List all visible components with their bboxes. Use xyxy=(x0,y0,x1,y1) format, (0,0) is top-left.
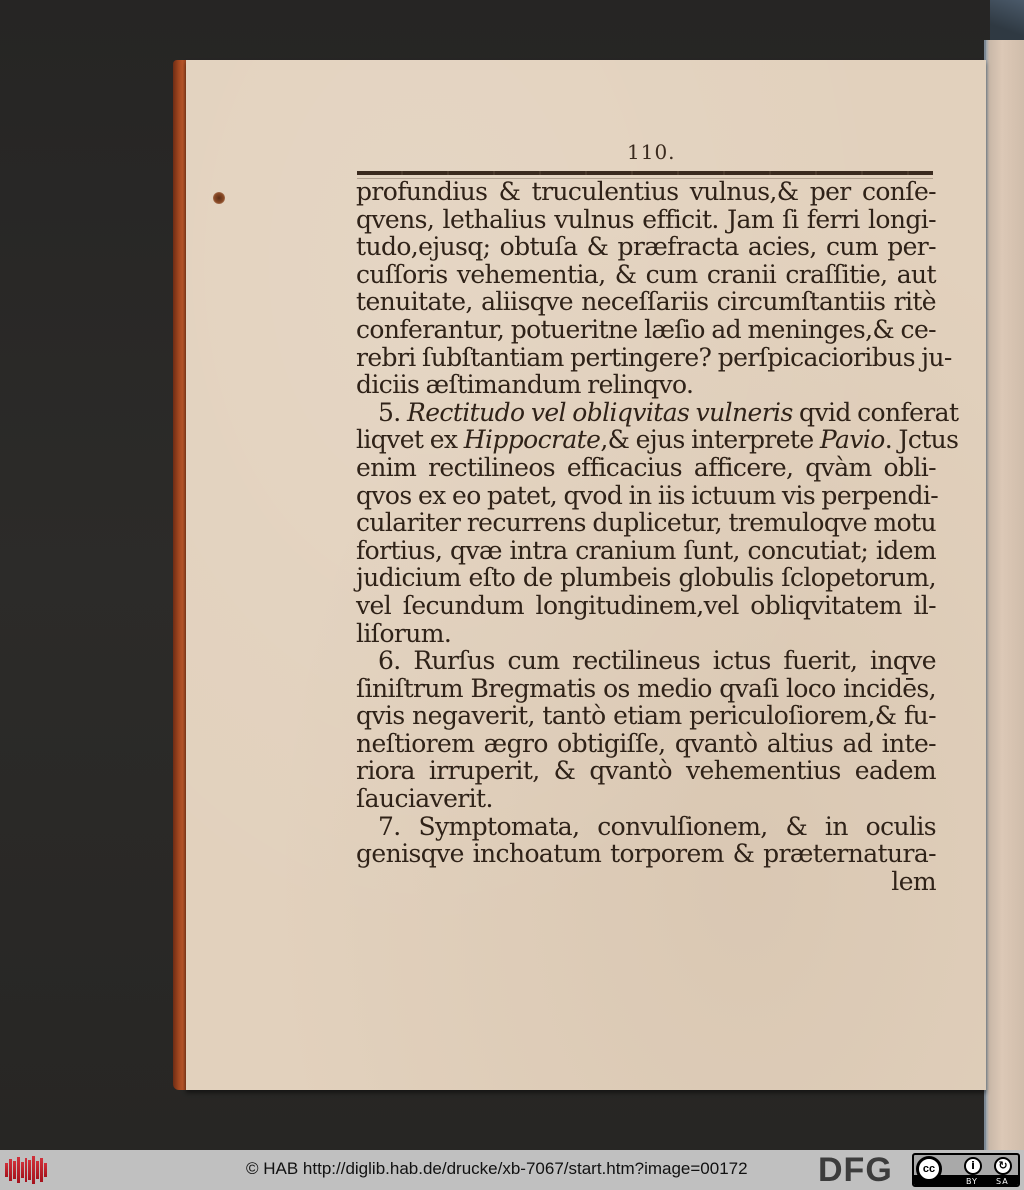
text-line: qvos ex eo patet, qvod in iis ictuum vis perpendi- xyxy=(356,480,939,510)
text-line: qvis negaverit, tantò etiam periculoſiorem,& fu- xyxy=(356,701,936,731)
footer-bar xyxy=(0,1150,1024,1190)
text-line: profundius & truculentius vulnus,& per conſe- xyxy=(356,177,936,206)
section-number: 5. xyxy=(378,397,401,427)
text-line: vel ſecundum longitudinem,vel obliqvitatem il- xyxy=(356,590,936,620)
text-line: tenuitate, aliisqve neceſſariis circumſtantiis ritè xyxy=(356,287,936,317)
paper-stain xyxy=(213,192,225,204)
section-heading-italic: Rectitudo vel obliqvitas vulneris xyxy=(407,397,793,427)
catchword: lem xyxy=(891,866,936,896)
text-line: liſorum. xyxy=(356,618,452,648)
hab-logo-icon[interactable] xyxy=(5,1156,47,1184)
text-segment: liqvet ex xyxy=(356,425,464,455)
page-number: 110. xyxy=(627,140,676,164)
section-heading-rest: qvid conferat xyxy=(792,397,959,427)
text-line: judicium eſto de plumbeis globulis ſclopetorum, xyxy=(356,563,936,593)
text-line: fortius, qvæ intra cranium ſunt, concutiat; idem xyxy=(356,535,936,565)
text-line: genisqve inchoatum torporem & præternatura- xyxy=(356,839,936,869)
text-line: tudo,ejusq; obtuſa & præfracta acies, cum per- xyxy=(356,232,936,262)
text-segment: ,& ejus interprete xyxy=(600,425,820,455)
cc-license-badge[interactable] xyxy=(912,1153,1020,1187)
text-line xyxy=(356,425,959,455)
header-rule xyxy=(357,171,933,175)
name-pavius: Pavio xyxy=(819,425,885,455)
text-line: ſauciaverit. xyxy=(356,784,493,814)
facing-page-edge xyxy=(984,40,1024,1150)
name-hippocrates: Hippocrate xyxy=(463,425,601,455)
text-line: cuſſoris vehementia, & cum cranii craſſitie, aut xyxy=(356,259,936,289)
text-line: enim rectilineos efficacius afficere, qvàm obli- xyxy=(356,452,936,482)
text-line: qvens, lethalius vulnus efficit. Jam ſi ferri longi- xyxy=(356,204,936,234)
facing-page-corner xyxy=(990,0,1024,40)
section-7-first-line: 7. Symptomata, convulſionem, & in oculis xyxy=(378,811,936,841)
section-5-heading-line xyxy=(356,397,959,427)
share-alike-icon: ↻ xyxy=(994,1157,1012,1175)
text-line: riora irruperit, & qvantò vehementius eadem xyxy=(356,756,936,786)
text-line: neſtiorem ægro obtigiſſe, qvantò altius ad inte- xyxy=(356,728,936,758)
section-6-first-line: 6. Rurſus cum rectilineus ictus fuerit, inqve xyxy=(378,646,936,676)
cc-icon: cc xyxy=(916,1156,942,1182)
page-text xyxy=(356,177,959,896)
text-line: ſiniſtrum Bregmatis os medio qvaſi loco incidēs, xyxy=(356,673,936,703)
text-line: culariter recurrens duplicetur, tremuloqve motu xyxy=(356,508,936,538)
text-line: conferantur, potueritne læſio ad meninges,& ce- xyxy=(356,314,936,344)
text-line: diciis æſtimandum relinqvo. xyxy=(356,370,694,400)
copyright-link[interactable]: © HAB http://diglib.hab.de/drucke/xb-7067/start.htm?image=00172 xyxy=(246,1159,748,1178)
text-segment: . Jctus xyxy=(884,425,959,455)
by-label: BY xyxy=(966,1177,978,1186)
sa-label: SA xyxy=(996,1177,1009,1186)
text-line: rebri ſubſtantiam pertingere? perſpicacioribus ju- xyxy=(356,342,952,372)
dfg-logo[interactable]: DFG xyxy=(818,1151,893,1189)
person-icon: i xyxy=(964,1157,982,1175)
